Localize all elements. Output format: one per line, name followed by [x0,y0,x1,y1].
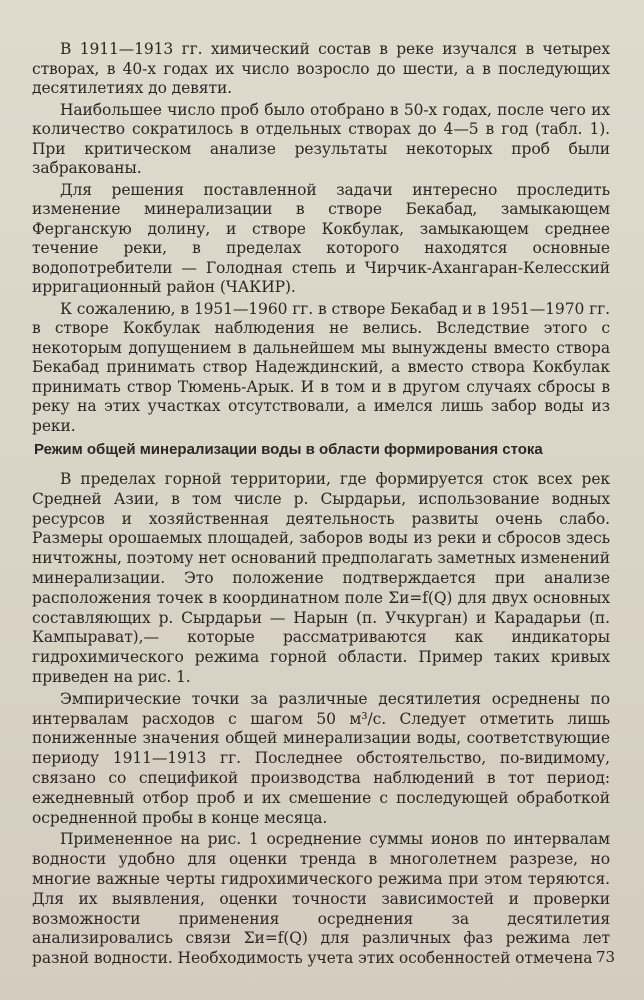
paragraph: Примененное на рис. 1 осреднение суммы ионов по интервалам водности удобно для оценки тренда в многолетнем разрезе, но многие важные черты гидрохимического режима при этом теряются. Для их выявления, оценки точности зависимостей и проверки возможности применения осреднения за десятилетия анализировались связи Σи=f(Q) для различных фаз режима лет разной водности. Необходимость учета этих особенностей отмечена [32,830,610,968]
paragraph: Для решения поставленной задачи интересно проследить изменение минерализации в створе Бекабад, замыкающем Ферганскую долину, и створе Кокбулак, замыкающем среднее течение реки, в пределах которого находятся основные водопотребители — Голодная степь и Чирчик-Ахангаран-Келесский ирригационный район (ЧАКИР). [32,180,610,296]
paragraph: В 1911—1913 гг. химический состав в реке изучался в четырех створах, в 40-х годах их число возросло до шести, а в последующих десятилетиях до девяти. [32,40,610,97]
section-heading: Режим общей минерализации воды в области формирования стока [34,441,543,458]
text-block-bottom [32,470,610,971]
paragraph: Эмпирические точки за различные десятилетия осреднены по интервалам расходов с шагом 50 м³/с. Следует отметить лишь пониженные значения общей минерализации воды, соответствующие периоду 1911—1913 гг. Последнее обстоятельство, по-видимому, связано со спецификой производства наблюдений в тот период: ежедневный отбор проб и их смешение с последующей обработкой осредненной пробы в конце месяца. [32,689,610,827]
paragraph: В пределах горной территории, где формируется сток всех рек Средней Азии, в том числе р. Сырдарьи, использование водных ресурсов и хозяйственная деятельность развиты очень слабо. Размеры орошаемых площадей, заборов воды из реки и сбросов здесь ничтожны, поэтому нет оснований предполагать заметных изменений минерализации. Это положение подтверждается при анализе расположения точек в координатном поле Σи=f(Q) для двух основных составляющих р. Сырдарьи — Нарын (п. Учкурган) и Карадарьи (п. Кампырават),— которые рассматриваются как индикаторы гидрохимического режима горной области. Пример таких кривых приведен на рис. 1. [32,470,610,686]
paragraph: Наибольшее число проб было отобрано в 50-х годах, после чего их количество сократилось в отдельных створах до 4—5 в год (табл. 1). При критическом анализе результаты некоторых проб были забракованы. [32,100,610,177]
text-block-top [32,40,610,438]
paragraph: К сожалению, в 1951—1960 гг. в створе Бекабад и в 1951—1970 гг. в створе Кокбулак наблюдения не велись. Вследствие этого с некоторым допущением в дальнейшем мы вынуждены вместо створа Бекабад принимать створ Надеждинский, а вместо створа Кокбулак принимать створ Тюмень-Арык. И в том и в другом случаях сбросы в реку на этих участках отсутствовали, а имелся лишь забор воды из реки. [32,299,610,435]
page-number: 73 [596,948,616,966]
